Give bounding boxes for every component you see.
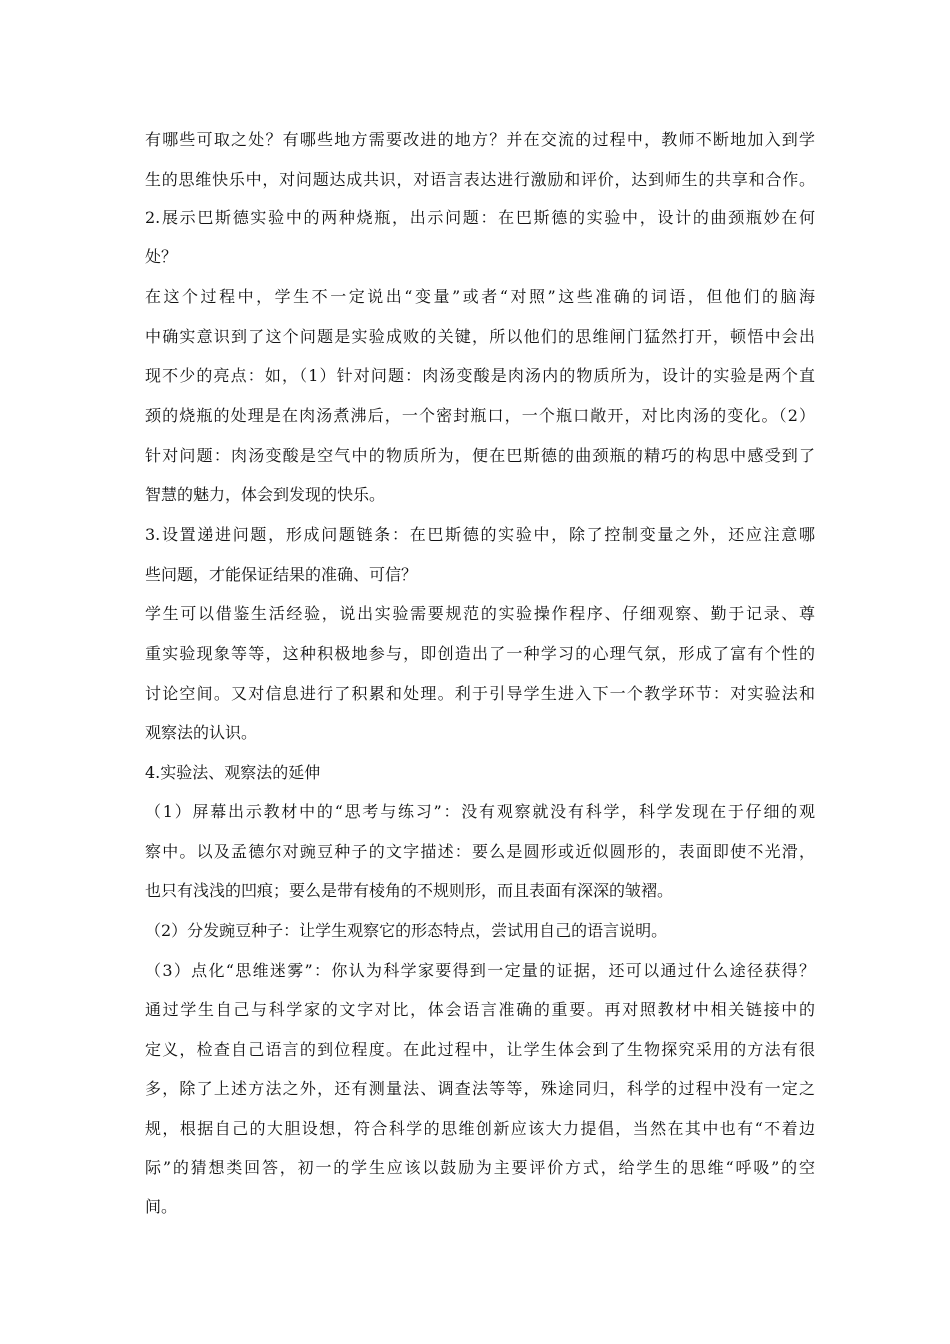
text-line: 察中。以及孟德尔对豌豆种子的文字描述：要么是圆形或近似圆形的，表面即使不光滑， <box>145 842 815 861</box>
text-line: 也只有浅浅的凹痕；要么是带有棱角的不规则形，而且表面有深深的皱褶。 <box>145 881 674 900</box>
text-line: 学生可以借鉴生活经验，说出实验需要规范的实验操作程序、仔细观察、勤于记录、尊 <box>145 604 815 623</box>
text-line: 处？ <box>145 247 178 266</box>
text-line: 智慧的魅力，体会到发现的快乐。 <box>145 485 386 504</box>
text-line: 间。 <box>145 1197 178 1216</box>
text-line: 颈的烧瓶的处理是在肉汤煮沸后，一个密封瓶口，一个瓶口敞开，对比肉汤的变化。（2） <box>145 406 815 425</box>
text-line: 现不少的亮点：如，（1）针对问题：肉汤变酸是肉汤内的物质所为，设计的实验是两个直 <box>145 366 815 385</box>
text-line: 生的思维快乐中，对问题达成共识，对语言表达进行激励和评价，达到师生的共享和合作。 <box>145 170 815 189</box>
text-line: 多，除了上述方法之外，还有测量法、调查法等等，殊途同归，科学的过程中没有一定之 <box>145 1079 815 1098</box>
text-line: 定义，检查自己语言的到位程度。在此过程中，让学生体会到了生物探究采用的方法有很 <box>145 1040 815 1059</box>
text-line: （3）点化“思维迷雾”：你认为科学家要得到一定量的证据，还可以通过什么途径获得？ <box>145 961 815 980</box>
text-line: 有哪些可取之处？有哪些地方需要改进的地方？并在交流的过程中，教师不断地加入到学 <box>145 130 815 149</box>
text-line: 规，根据自己的大胆设想，符合科学的思维创新应该大力提倡，当然在其中也有“不着边 <box>145 1119 815 1138</box>
text-line: （2）分发豌豆种子：让学生观察它的形态特点，尝试用自己的语言说明。 <box>145 921 668 940</box>
text-line: 际”的猜想类回答，初一的学生应该以鼓励为主要评价方式，给学生的思维“呼吸”的空 <box>145 1158 815 1177</box>
text-line: 4.实验法、观察法的延伸 <box>145 763 321 782</box>
text-line: （1）屏幕出示教材中的“思考与练习”：没有观察就没有科学，科学发现在于仔细的观 <box>145 802 815 821</box>
text-line: 2.展示巴斯德实验中的两种烧瓶，出示问题：在巴斯德的实验中，设计的曲颈瓶妙在何 <box>145 208 815 227</box>
text-line: 观察法的认识。 <box>145 723 258 742</box>
text-line: 通过学生自己与科学家的文字对比，体会语言准确的重要。再对照教材中相关链接中的 <box>145 1000 815 1019</box>
text-line: 讨论空间。又对信息进行了积累和处理。利于引导学生进入下一个教学环节：对实验法和 <box>145 684 815 703</box>
text-line: 3.设置递进问题，形成问题链条：在巴斯德的实验中，除了控制变量之外，还应注意哪 <box>145 525 815 544</box>
text-line: 些问题，才能保证结果的准确、可信？ <box>145 565 418 584</box>
text-line: 在这个过程中，学生不一定说出“变量”或者“对照”这些准确的词语，但他们的脑海 <box>145 287 815 306</box>
text-line: 重实验现象等等，这种积极地参与，即创造出了一种学习的心理气氛，形成了富有个性的 <box>145 644 815 663</box>
text-line: 针对问题：肉汤变酸是空气中的物质所为，便在巴斯德的曲颈瓶的精巧的构思中感受到了 <box>145 446 815 465</box>
text-line: 中确实意识到了这个问题是实验成败的关键，所以他们的思维闸门猛然打开，顿悟中会出 <box>145 327 815 346</box>
